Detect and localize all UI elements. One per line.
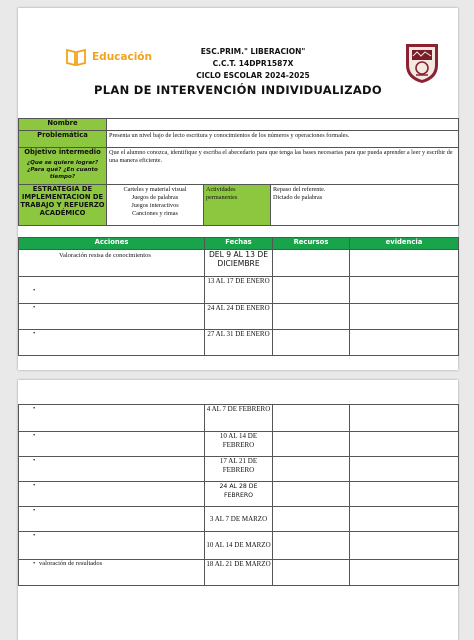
fecha-cell: DEL 9 AL 13 DE DICIEMBRE xyxy=(205,250,273,277)
table-row xyxy=(19,560,459,586)
page-title: PLAN DE INTERVENCIÓN INDIVIDUALIZADO xyxy=(94,83,382,97)
logo-text: Educación xyxy=(92,51,152,63)
recursos-cell[interactable] xyxy=(273,560,350,586)
bullet-icon: • xyxy=(33,432,36,439)
objetivo-value: Que el alumno conozca, identifique y escriba el abecedario para que tenga las bases necesarias para que pueda aprender a leer y escribir de una manera eficiente. xyxy=(107,148,459,185)
evidencia-cell[interactable] xyxy=(350,532,459,560)
educacion-logo xyxy=(66,48,152,66)
problematica-label: Problemática xyxy=(19,131,107,148)
evidencia-cell[interactable] xyxy=(350,457,459,482)
objetivo-label xyxy=(19,148,107,185)
recursos-cell[interactable] xyxy=(273,405,350,432)
bullet-icon: • xyxy=(33,304,36,311)
bullet-icon: • xyxy=(33,405,36,412)
accion-cell xyxy=(19,457,205,482)
accion-cell xyxy=(19,304,205,330)
document-page-2 xyxy=(18,380,458,640)
fecha-cell: 13 AL 17 DE ENERO xyxy=(205,277,273,304)
fecha-cell: 27 AL 31 DE ENERO xyxy=(205,330,273,356)
table-row xyxy=(19,507,459,532)
bullet-icon: • xyxy=(33,286,36,294)
fecha-cell: 4 AL 7 DE FEBRERO xyxy=(205,405,273,432)
nombre-label: Nombre xyxy=(19,119,107,131)
problematica-value: Presenta un nivel bajo de lecto escritura y conocimientos de los números y operaciones formales. xyxy=(107,131,459,148)
table-header-row xyxy=(19,238,459,250)
recursos-cell[interactable] xyxy=(273,432,350,457)
bullet-icon: • xyxy=(33,482,36,489)
evidencia-cell[interactable] xyxy=(350,432,459,457)
recursos-cell[interactable] xyxy=(273,457,350,482)
table-row xyxy=(19,304,459,330)
evidencia-cell[interactable] xyxy=(350,405,459,432)
recursos-cell[interactable] xyxy=(273,277,350,304)
material-item: Juegos de palabras xyxy=(131,194,179,201)
header-acciones: Acciones xyxy=(19,238,205,250)
school-header xyxy=(168,46,338,82)
recursos-cell[interactable] xyxy=(273,507,350,532)
table-row xyxy=(19,532,459,560)
fecha-cell: 24 AL 24 DE ENERO xyxy=(205,304,273,330)
fecha-cell: 10 AL 14 DE FEBRERO xyxy=(205,432,273,457)
fecha-cell: 18 AL 21 DE MARZO xyxy=(205,560,273,586)
evidencia-cell[interactable] xyxy=(350,482,459,507)
material-item: Juegos interactivos xyxy=(131,202,179,209)
header-recursos: Recursos xyxy=(273,238,350,250)
objetivo-label-text: Objetivo intermedio xyxy=(24,148,101,156)
accion-cell xyxy=(19,277,205,304)
table-row xyxy=(19,482,459,507)
actividades-cell xyxy=(271,185,459,226)
table-row xyxy=(19,405,459,432)
actions-table-page1 xyxy=(18,237,459,356)
evidencia-cell[interactable] xyxy=(350,304,459,330)
actions-table-page2 xyxy=(18,404,459,586)
accion-cell: Valoración resisa de conocimientos xyxy=(19,250,205,277)
info-table xyxy=(18,118,459,226)
table-row xyxy=(19,432,459,457)
bullet-icon: • xyxy=(33,507,36,514)
recursos-cell[interactable] xyxy=(273,330,350,356)
bullet-icon: • xyxy=(33,330,36,337)
actividad-item: Dictado de palabras xyxy=(273,194,323,201)
document-page-1 xyxy=(18,8,458,370)
fecha-cell: 10 AL 14 DE MARZO xyxy=(205,532,273,560)
accion-cell: • valoración de resultados xyxy=(19,560,205,586)
table-row xyxy=(19,457,459,482)
accion-cell xyxy=(19,432,205,457)
header-evidencia: evidencia xyxy=(350,238,459,250)
nombre-value[interactable] xyxy=(107,119,459,131)
table-row xyxy=(19,250,459,277)
book-icon xyxy=(66,48,86,66)
fecha-cell: 17 AL 21 DE FEBRERO xyxy=(205,457,273,482)
recursos-cell[interactable] xyxy=(273,532,350,560)
evidencia-cell[interactable] xyxy=(350,277,459,304)
evidencia-cell[interactable] xyxy=(350,560,459,586)
table-row xyxy=(19,277,459,304)
recursos-cell[interactable] xyxy=(273,304,350,330)
material-item: Canciones y rimas xyxy=(132,210,178,217)
recursos-cell[interactable] xyxy=(273,482,350,507)
fecha-cell: 24 AL 28 DE FEBRERO xyxy=(205,482,273,507)
table-row xyxy=(19,330,459,356)
school-seal-icon xyxy=(402,41,442,85)
accion-cell xyxy=(19,405,205,432)
school-cycle: CICLO ESCOLAR 2024-2025 xyxy=(196,71,310,80)
school-name: ESC.PRIM." LIBERACION" xyxy=(200,47,306,56)
bullet-icon: • xyxy=(33,532,36,539)
evidencia-cell[interactable] xyxy=(350,250,459,277)
accion-cell xyxy=(19,532,205,560)
fecha-cell: 3 AL 7 DE MARZO xyxy=(205,507,273,532)
materiales-cell xyxy=(107,185,204,226)
evidencia-cell[interactable] xyxy=(350,507,459,532)
evidencia-cell[interactable] xyxy=(350,330,459,356)
accion-cell xyxy=(19,507,205,532)
bullet-icon: • xyxy=(33,560,36,567)
actividades-label: Actividades permanentes xyxy=(204,185,271,226)
estrategia-label: ESTRATEGIA DE IMPLEMENTACION DE TRABAJO Y REFUERZO ACADÉMICO xyxy=(19,185,107,226)
school-cct: C.C.T. 14DPR1587X xyxy=(212,59,294,68)
header-fechas: Fechas xyxy=(205,238,273,250)
accion-cell xyxy=(19,482,205,507)
objetivo-sublabel: ¿Que se quiere lograr? ¿Para qué? ¿En cuanto tiempo? xyxy=(26,160,99,180)
recursos-cell[interactable] xyxy=(273,250,350,277)
accion-cell xyxy=(19,330,205,356)
material-item: Carteles y material visual xyxy=(123,186,187,193)
actividad-item: Repaso del referente. xyxy=(273,186,326,193)
bullet-icon: • xyxy=(33,457,36,464)
